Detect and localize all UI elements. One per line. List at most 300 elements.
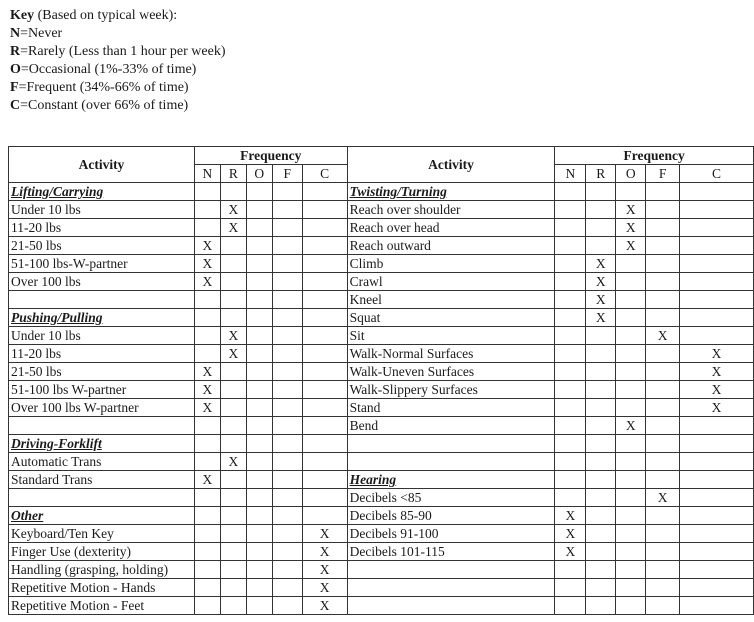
freq-cell-c	[302, 237, 347, 255]
activity-label: Standard Trans	[9, 471, 195, 489]
freq-cell-f	[646, 471, 680, 489]
freq-cell-c	[302, 489, 347, 507]
freq-cell-r	[586, 345, 616, 363]
section-heading: Hearing	[347, 471, 555, 489]
freq-cell-c	[302, 381, 347, 399]
activity-label: Keyboard/Ten Key	[9, 525, 195, 543]
freq-cell-f	[646, 255, 680, 273]
freq-cell-n	[555, 291, 586, 309]
freq-cell-f	[272, 255, 302, 273]
freq-cell-o	[616, 291, 646, 309]
freq-cell-c	[680, 291, 754, 309]
freq-cell-o	[246, 597, 272, 615]
freq-cell-n	[194, 345, 220, 363]
table-row	[9, 201, 754, 219]
freq-cell-r: X	[586, 291, 616, 309]
freq-cell-n	[555, 183, 586, 201]
freq-cell-r	[220, 435, 246, 453]
activity-label	[347, 453, 555, 471]
table-row	[9, 291, 754, 309]
freq-col-n: N	[194, 165, 220, 183]
freq-cell-c	[680, 255, 754, 273]
freq-cell-r	[220, 381, 246, 399]
freq-cell-n	[555, 219, 586, 237]
table-row	[9, 273, 754, 291]
freq-cell-r	[586, 525, 616, 543]
freq-cell-f: X	[646, 489, 680, 507]
activity-header-left: Activity	[9, 147, 195, 183]
freq-cell-n: X	[194, 255, 220, 273]
freq-cell-n	[555, 417, 586, 435]
freq-cell-c: X	[302, 561, 347, 579]
freq-cell-r	[586, 471, 616, 489]
freq-cell-c	[680, 219, 754, 237]
freq-cell-r: X	[586, 273, 616, 291]
freq-cell-o	[246, 525, 272, 543]
freq-cell-o: X	[616, 237, 646, 255]
table-row	[9, 219, 754, 237]
freq-cell-r	[220, 309, 246, 327]
freq-cell-r	[220, 471, 246, 489]
freq-cell-r	[586, 579, 616, 597]
freq-cell-n: X	[194, 237, 220, 255]
freq-cell-o	[246, 507, 272, 525]
freq-cell-c	[302, 183, 347, 201]
key-title-rest: (Based on typical week):	[34, 8, 178, 23]
freq-cell-c	[680, 327, 754, 345]
freq-cell-o	[616, 507, 646, 525]
freq-cell-f	[272, 507, 302, 525]
freq-cell-f	[272, 579, 302, 597]
section-heading: Driving-Forklift	[9, 435, 195, 453]
freq-cell-r	[586, 489, 616, 507]
freq-cell-f	[272, 543, 302, 561]
table-row	[9, 237, 754, 255]
freq-cell-o	[246, 219, 272, 237]
section-heading: Other	[9, 507, 195, 525]
table-row	[9, 363, 754, 381]
freq-cell-f	[272, 525, 302, 543]
freq-cell-o	[246, 435, 272, 453]
key-letter: C	[10, 98, 21, 113]
freq-cell-f	[272, 219, 302, 237]
freq-cell-n	[194, 597, 220, 615]
table-row	[9, 525, 754, 543]
freq-cell-f	[272, 489, 302, 507]
activity-label: 51-100 lbs W-partner	[9, 381, 195, 399]
freq-cell-c: X	[302, 525, 347, 543]
table-row	[9, 345, 754, 363]
activity-label: Automatic Trans	[9, 453, 195, 471]
frequency-header-right: Frequency	[555, 147, 754, 165]
freq-cell-o	[616, 435, 646, 453]
freq-cell-o	[616, 309, 646, 327]
freq-cell-c	[680, 471, 754, 489]
key-title-bold: Key	[10, 8, 35, 23]
freq-cell-c	[680, 273, 754, 291]
freq-cell-o	[246, 273, 272, 291]
freq-cell-c: X	[680, 345, 754, 363]
freq-col-c: C	[302, 165, 347, 183]
table-row	[9, 489, 754, 507]
freq-cell-r	[220, 489, 246, 507]
freq-cell-o	[246, 291, 272, 309]
freq-cell-f	[646, 183, 680, 201]
freq-cell-c	[680, 201, 754, 219]
freq-cell-n	[194, 525, 220, 543]
freq-cell-n	[194, 453, 220, 471]
freq-col-n: N	[555, 165, 586, 183]
key-line	[10, 25, 226, 43]
freq-cell-c	[680, 237, 754, 255]
freq-cell-n	[194, 327, 220, 345]
freq-cell-r	[586, 381, 616, 399]
freq-cell-r	[586, 417, 616, 435]
freq-cell-r	[586, 183, 616, 201]
freq-cell-r: X	[586, 309, 616, 327]
freq-cell-r	[220, 255, 246, 273]
activity-label: Walk-Uneven Surfaces	[347, 363, 555, 381]
freq-cell-n	[555, 579, 586, 597]
freq-cell-o	[616, 525, 646, 543]
freq-col-c: C	[680, 165, 754, 183]
freq-cell-r	[586, 327, 616, 345]
freq-cell-f	[646, 435, 680, 453]
freq-col-r: R	[220, 165, 246, 183]
freq-cell-f	[272, 399, 302, 417]
table-row	[9, 579, 754, 597]
freq-cell-c	[302, 255, 347, 273]
freq-cell-o	[616, 327, 646, 345]
freq-cell-r	[220, 597, 246, 615]
freq-cell-f	[272, 417, 302, 435]
freq-cell-c	[302, 363, 347, 381]
freq-cell-r	[220, 417, 246, 435]
freq-cell-f	[646, 201, 680, 219]
freq-cell-o	[246, 345, 272, 363]
freq-cell-o	[616, 381, 646, 399]
freq-cell-r	[586, 597, 616, 615]
key-line	[10, 61, 226, 79]
freq-cell-f	[272, 201, 302, 219]
freq-cell-r	[220, 183, 246, 201]
freq-col-f: F	[272, 165, 302, 183]
freq-cell-c	[680, 561, 754, 579]
freq-cell-o	[616, 273, 646, 291]
freq-cell-c: X	[302, 597, 347, 615]
freq-cell-f	[646, 507, 680, 525]
activity-label: Repetitive Motion - Hands	[9, 579, 195, 597]
activity-label	[9, 291, 195, 309]
activity-label: Decibels <85	[347, 489, 555, 507]
freq-col-f: F	[646, 165, 680, 183]
activity-label: Reach outward	[347, 237, 555, 255]
freq-cell-n	[555, 561, 586, 579]
activity-label	[347, 561, 555, 579]
frequency-header-left: Frequency	[194, 147, 347, 165]
freq-cell-r	[586, 543, 616, 561]
freq-cell-f	[646, 579, 680, 597]
freq-cell-f: X	[646, 327, 680, 345]
freq-cell-n	[194, 201, 220, 219]
freq-cell-f	[646, 543, 680, 561]
table-row	[9, 399, 754, 417]
freq-cell-f	[646, 453, 680, 471]
freq-cell-r	[220, 363, 246, 381]
activity-label: Decibels 85-90	[347, 507, 555, 525]
table-row	[9, 507, 754, 525]
freq-cell-f	[272, 453, 302, 471]
freq-cell-f	[272, 435, 302, 453]
activity-label: Climb	[347, 255, 555, 273]
freq-cell-o	[246, 489, 272, 507]
activity-label: Decibels 91-100	[347, 525, 555, 543]
freq-cell-o	[616, 579, 646, 597]
frequency-key	[10, 7, 226, 115]
freq-cell-r: X	[220, 201, 246, 219]
activity-header-right: Activity	[347, 147, 555, 183]
section-heading: Lifting/Carrying	[9, 183, 195, 201]
freq-cell-f	[272, 237, 302, 255]
freq-cell-o	[246, 399, 272, 417]
freq-cell-n	[555, 309, 586, 327]
freq-cell-o	[246, 453, 272, 471]
activity-label: Stand	[347, 399, 555, 417]
freq-cell-f	[272, 381, 302, 399]
freq-cell-o	[246, 237, 272, 255]
freq-cell-n: X	[555, 507, 586, 525]
freq-cell-n	[194, 219, 220, 237]
freq-cell-n	[194, 579, 220, 597]
freq-cell-r	[220, 273, 246, 291]
freq-cell-f	[272, 471, 302, 489]
activity-label: Under 10 lbs	[9, 201, 195, 219]
activity-label: Reach over shoulder	[347, 201, 555, 219]
table-row	[9, 471, 754, 489]
freq-cell-o	[246, 327, 272, 345]
activity-label	[9, 417, 195, 435]
freq-cell-c	[302, 273, 347, 291]
freq-cell-f	[272, 597, 302, 615]
activity-label: Over 100 lbs	[9, 273, 195, 291]
freq-cell-o	[616, 489, 646, 507]
freq-cell-r: X	[220, 345, 246, 363]
freq-cell-r: X	[220, 453, 246, 471]
freq-cell-f	[646, 219, 680, 237]
freq-cell-n	[194, 309, 220, 327]
freq-cell-r	[220, 399, 246, 417]
activity-label: 11-20 lbs	[9, 345, 195, 363]
freq-cell-r	[220, 561, 246, 579]
key-line	[10, 97, 226, 115]
freq-cell-n: X	[194, 471, 220, 489]
activity-label: Crawl	[347, 273, 555, 291]
freq-cell-n	[555, 453, 586, 471]
freq-cell-n	[194, 417, 220, 435]
freq-cell-o	[616, 471, 646, 489]
freq-cell-f	[272, 183, 302, 201]
freq-cell-f	[272, 291, 302, 309]
activity-label: Walk-Slippery Surfaces	[347, 381, 555, 399]
section-heading: Twisting/Turning	[347, 183, 555, 201]
activity-label: 21-50 lbs	[9, 363, 195, 381]
freq-cell-f	[646, 399, 680, 417]
freq-cell-f	[646, 273, 680, 291]
freq-cell-n: X	[194, 381, 220, 399]
freq-cell-f	[646, 345, 680, 363]
freq-cell-n	[555, 273, 586, 291]
freq-cell-r	[586, 201, 616, 219]
freq-cell-c	[302, 201, 347, 219]
freq-cell-c	[302, 399, 347, 417]
freq-cell-c	[680, 435, 754, 453]
table-row	[9, 309, 754, 327]
freq-cell-c: X	[302, 543, 347, 561]
key-letter: O	[10, 62, 21, 77]
freq-cell-n	[555, 363, 586, 381]
table-row	[9, 435, 754, 453]
freq-cell-f	[272, 345, 302, 363]
freq-cell-f	[272, 273, 302, 291]
freq-cell-n: X	[194, 363, 220, 381]
freq-cell-c	[680, 309, 754, 327]
freq-cell-n	[194, 561, 220, 579]
freq-cell-o	[246, 543, 272, 561]
freq-cell-f	[272, 309, 302, 327]
freq-cell-n	[555, 345, 586, 363]
freq-cell-f	[646, 309, 680, 327]
freq-col-r: R	[586, 165, 616, 183]
freq-cell-r: X	[220, 327, 246, 345]
freq-cell-c	[302, 309, 347, 327]
freq-cell-r: X	[586, 255, 616, 273]
activity-label: Finger Use (dexterity)	[9, 543, 195, 561]
freq-cell-c	[302, 435, 347, 453]
freq-cell-f	[646, 525, 680, 543]
activity-label	[347, 579, 555, 597]
freq-cell-f	[272, 363, 302, 381]
freq-cell-n	[194, 543, 220, 561]
freq-cell-o	[616, 255, 646, 273]
freq-cell-o	[616, 561, 646, 579]
key-letter: N	[10, 26, 21, 41]
freq-cell-n	[555, 201, 586, 219]
freq-cell-c	[680, 507, 754, 525]
activity-label: 11-20 lbs	[9, 219, 195, 237]
freq-cell-f	[646, 597, 680, 615]
freq-cell-n: X	[194, 273, 220, 291]
freq-cell-o	[246, 579, 272, 597]
activity-label: Handling (grasping, holding)	[9, 561, 195, 579]
freq-cell-r	[586, 399, 616, 417]
freq-cell-o: X	[616, 201, 646, 219]
freq-cell-n: X	[555, 543, 586, 561]
freq-cell-r	[220, 291, 246, 309]
freq-cell-n	[555, 237, 586, 255]
freq-cell-r	[586, 363, 616, 381]
table-row	[9, 183, 754, 201]
activity-label: Reach over head	[347, 219, 555, 237]
table-row	[9, 453, 754, 471]
freq-cell-c	[680, 597, 754, 615]
freq-col-o: O	[246, 165, 272, 183]
activity-label: Under 10 lbs	[9, 327, 195, 345]
freq-cell-o	[246, 183, 272, 201]
freq-col-o: O	[616, 165, 646, 183]
activity-label	[9, 489, 195, 507]
key-text: =Frequent (34%-66% of time)	[18, 80, 189, 95]
freq-cell-r	[220, 237, 246, 255]
activity-label: Walk-Normal Surfaces	[347, 345, 555, 363]
freq-cell-r	[220, 579, 246, 597]
table-row	[9, 561, 754, 579]
freq-cell-f	[272, 561, 302, 579]
freq-cell-n	[194, 507, 220, 525]
freq-cell-n	[555, 471, 586, 489]
freq-cell-o	[246, 471, 272, 489]
freq-cell-c	[302, 291, 347, 309]
activity-label: Squat	[347, 309, 555, 327]
activity-label: 21-50 lbs	[9, 237, 195, 255]
freq-cell-n: X	[555, 525, 586, 543]
freq-cell-o	[616, 183, 646, 201]
freq-cell-c	[302, 471, 347, 489]
freq-cell-r	[220, 525, 246, 543]
freq-cell-n	[555, 255, 586, 273]
freq-cell-o: X	[616, 219, 646, 237]
activity-label	[347, 597, 555, 615]
activity-label: Decibels 101-115	[347, 543, 555, 561]
activity-label	[347, 435, 555, 453]
table-row	[9, 597, 754, 615]
key-letter: F	[10, 80, 19, 95]
freq-cell-n	[194, 291, 220, 309]
freq-cell-c	[302, 345, 347, 363]
freq-cell-o	[616, 543, 646, 561]
freq-cell-c: X	[680, 363, 754, 381]
freq-cell-c: X	[680, 399, 754, 417]
freq-cell-o	[246, 363, 272, 381]
freq-cell-o	[246, 201, 272, 219]
freq-cell-n: X	[194, 399, 220, 417]
activity-label: 51-100 lbs-W-partner	[9, 255, 195, 273]
freq-cell-o	[616, 399, 646, 417]
key-letter: R	[10, 44, 21, 59]
freq-cell-f	[646, 417, 680, 435]
freq-cell-n	[194, 489, 220, 507]
key-text: =Rarely (Less than 1 hour per week)	[20, 44, 226, 59]
freq-cell-c	[302, 507, 347, 525]
freq-cell-o	[616, 453, 646, 471]
key-line	[10, 43, 226, 61]
freq-cell-c	[680, 489, 754, 507]
freq-cell-f	[646, 381, 680, 399]
activity-label: Over 100 lbs W-partner	[9, 399, 195, 417]
key-line	[10, 79, 226, 97]
freq-cell-o	[616, 363, 646, 381]
freq-cell-f	[646, 291, 680, 309]
key-title	[10, 7, 226, 25]
freq-cell-n	[555, 399, 586, 417]
key-text: =Never	[20, 26, 63, 41]
freq-cell-f	[272, 327, 302, 345]
table-row	[9, 255, 754, 273]
freq-cell-n	[555, 435, 586, 453]
freq-cell-r	[586, 507, 616, 525]
table-row	[9, 543, 754, 561]
freq-cell-r	[586, 237, 616, 255]
freq-cell-c	[680, 579, 754, 597]
